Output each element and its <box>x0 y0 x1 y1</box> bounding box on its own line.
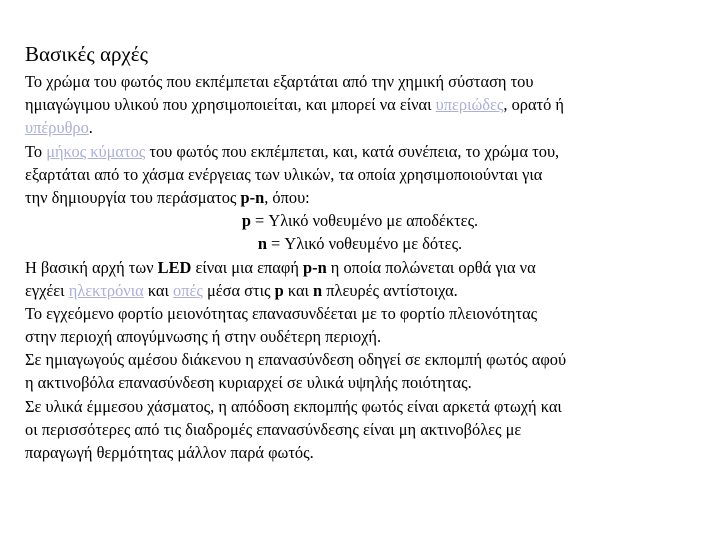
p3-text: η οποία πολώνεται ορθά για να <box>326 257 536 277</box>
link-wavelength[interactable]: μήκος κύματος <box>46 141 146 161</box>
p2-line-2: εξαρτάται από το χάσμα ενέργειας των υλικών, τα οποία χρησιμοποιούνται για <box>25 164 543 184</box>
slide-body <box>25 70 695 464</box>
p1-text: . <box>88 118 93 138</box>
n-term: n <box>313 280 323 300</box>
p4-line-2: στην περιοχή απογύμνωσης ή στην ουδέτερη περιοχή. <box>25 327 382 347</box>
p-definition-text: = Υλικό νοθευμένο με αποδέκτες. <box>250 211 479 231</box>
p5-line-1: Σε ημιαγωγούς αμέσου διάκενου η επανασύνδεση οδηγεί σε εκπομπή φωτός αφού <box>25 350 567 370</box>
p2-text: , όπου: <box>264 187 310 207</box>
p-symbol: p <box>241 211 251 231</box>
p-definition <box>25 209 695 232</box>
p3-text: και <box>143 280 174 300</box>
slide-title: Βασικές αρχές <box>25 42 148 66</box>
link-holes[interactable]: οπές <box>173 280 203 300</box>
p3-text: εγχέει <box>25 280 69 300</box>
p6-line-1: Σε υλικά έμμεσου χάσματος, η απόδοση εκπομπής φωτός είναι αρκετά φτωχή και <box>25 396 562 416</box>
p2-line-1 <box>25 140 695 163</box>
p1-line-2 <box>25 93 695 116</box>
p1-line-3 <box>25 116 695 139</box>
p6-line-3: παραγωγή θερμότητας μάλλον παρά φωτός. <box>25 443 314 462</box>
n-symbol: n <box>257 234 267 254</box>
p3-text: είναι μια επαφή <box>191 257 303 277</box>
p2-line-3 <box>25 186 695 209</box>
p2-text: του φωτός που εκπέμπεται, και, κατά συνέπεια, το χρώμα του, <box>145 141 560 161</box>
p1-text: ημιαγώγιμου υλικού που χρησιμοποιείται, και μπορεί να είναι <box>25 95 436 115</box>
n-definition <box>25 232 695 255</box>
p3-text: και <box>283 280 314 300</box>
p3-text: πλευρές αντίστοιχα. <box>322 280 458 300</box>
p3-line-2 <box>25 279 695 302</box>
p1-line-1: Το χρώμα του φωτός που εκπέμπεται εξαρτάται από την χημική σύσταση του <box>25 72 534 91</box>
p2-text: Το <box>25 141 47 161</box>
link-infrared[interactable]: υπέρυθρο <box>25 118 89 138</box>
p1-text: , ορατό ή <box>503 95 564 115</box>
led-term: LED <box>157 257 192 277</box>
p2-text: την δημιουργία του περάσματος <box>25 187 241 207</box>
link-ultraviolet[interactable]: υπεριώδες <box>435 95 504 115</box>
p6-line-2: οι περισσότερες από τις διαδρομές επανασύνδεσης είναι μη ακτινοβόλες με <box>25 419 522 439</box>
p4-line-1: Το εγχεόμενο φορτίο μειονότητας επανασυνδέεται με το φορτίο πλειονότητας <box>25 303 538 323</box>
pn-term: p-n <box>303 257 327 277</box>
n-definition-text: = Υλικό νοθευμένο με δότες. <box>266 234 463 254</box>
p5-line-2: η ακτινοβόλα επανασύνδεση κυριαρχεί σε υλικά υψηλής ποιότητας. <box>25 373 472 393</box>
p3-line-1 <box>25 256 695 279</box>
p3-text: Η βασική αρχή των <box>25 257 158 277</box>
link-electrons[interactable]: ηλεκτρόνια <box>68 280 144 300</box>
pn-term: p-n <box>240 187 265 207</box>
p3-text: μέσα στις <box>202 280 275 300</box>
p-term: p <box>274 280 284 300</box>
